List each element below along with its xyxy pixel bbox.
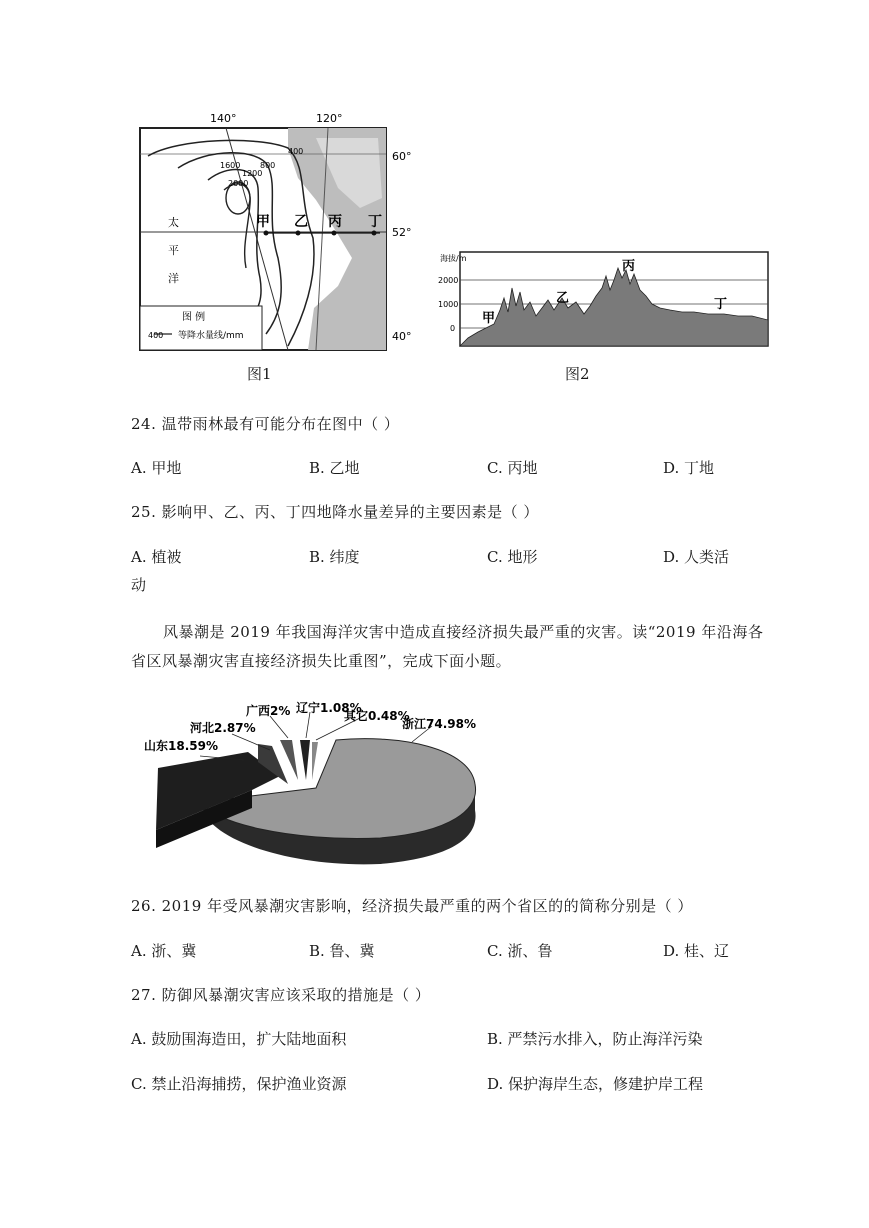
lon-label-120: 120°: [316, 112, 343, 125]
pie-label-other: 其它0.48%: [344, 709, 410, 723]
ocean-label-1: 太: [168, 216, 179, 229]
point-jia: 甲: [256, 214, 270, 230]
question-26-stem: 26. 2019 年受风暴潮灾害影响，经济损失最严重的两个省区的的简称分别是（ ）: [131, 897, 693, 915]
lat-label-52: 52°: [392, 226, 412, 239]
pie-chart: [140, 698, 510, 872]
pie-chart-svg: [140, 698, 510, 872]
pie-label-shandong: 山东18.59%: [144, 739, 218, 753]
contour-label-1200: 1200: [242, 169, 263, 178]
ocean-label-3: 洋: [168, 272, 179, 285]
passage-line-2: 省区风暴潮灾害直接经济损失比重图”，完成下面小题。: [131, 652, 512, 670]
question-27-option-c[interactable]: C. 禁止沿海捕捞，保护渔业资源: [131, 1075, 347, 1093]
question-27-stem: 27. 防御风暴潮灾害应该采取的措施是（ ）: [131, 986, 431, 1004]
profile-tick-2000: 2000: [438, 276, 459, 285]
ocean-label-2: 平: [168, 244, 179, 257]
question-25-option-d[interactable]: D. 人类活: [663, 548, 730, 566]
legend-item-text: 等降水量线/mm: [178, 331, 244, 341]
question-24-option-d[interactable]: D. 丁地: [663, 459, 715, 477]
contour-label-1600: 1600: [220, 161, 241, 170]
map-svg: [138, 108, 412, 354]
pie-label-liaoning: 辽宁1.08%: [296, 701, 362, 715]
profile-tick-1000: 1000: [438, 300, 459, 309]
pie-slice-liaoning: [300, 740, 310, 780]
pie-label-guangxi: 广西2%: [246, 704, 291, 718]
pie-label-hebei: 河北2.87%: [190, 721, 256, 735]
figure-2-profile: [438, 250, 770, 350]
point-yi: 乙: [294, 214, 308, 230]
profile-svg: [438, 250, 770, 350]
point-bing: 丙: [328, 214, 342, 230]
point-ding: 丁: [368, 214, 382, 230]
profile-point-ding: 丁: [714, 297, 728, 312]
question-26-option-b[interactable]: B. 鲁、冀: [309, 942, 375, 960]
legend-title: 图 例: [182, 312, 206, 323]
profile-tick-0: 0: [450, 324, 456, 333]
question-24-option-a[interactable]: A. 甲地: [131, 459, 182, 477]
profile-y-title: 海拔/m: [440, 254, 467, 263]
legend-item-value: 400: [148, 331, 164, 340]
question-24-option-c[interactable]: C. 丙地: [487, 459, 538, 477]
passage-line-1: 风暴潮是 2019 年我国海洋灾害中造成直接经济损失最严重的灾害。读“2019 年沿海各: [163, 623, 764, 641]
contour-label-800: 800: [260, 161, 276, 170]
question-25-option-a[interactable]: A. 植被: [131, 548, 182, 566]
question-27-option-b[interactable]: B. 严禁污水排入，防止海洋污染: [487, 1030, 703, 1048]
pie-label-zhejiang: 浙江74.98%: [402, 717, 476, 731]
lon-label-140: 140°: [210, 112, 237, 125]
question-26-option-c[interactable]: C. 浙、鲁: [487, 942, 553, 960]
question-27-option-a[interactable]: A. 鼓励围海造田，扩大陆地面积: [131, 1030, 347, 1048]
lat-label-60: 60°: [392, 150, 412, 163]
contour-label-400: 400: [288, 147, 304, 156]
contour-label-2000: 2000: [228, 179, 249, 188]
question-25-option-c[interactable]: C. 地形: [487, 548, 538, 566]
question-25-option-d-wrap: 动: [131, 576, 147, 594]
figure-1-map: [138, 108, 412, 354]
profile-point-bing: 丙: [622, 259, 636, 274]
profile-point-jia: 甲: [482, 311, 496, 326]
question-25-option-b[interactable]: B. 纬度: [309, 548, 360, 566]
question-24-stem: 24. 温带雨林最有可能分布在图中（ ）: [131, 415, 400, 433]
question-27-option-d[interactable]: D. 保护海岸生态，修建护岸工程: [487, 1075, 704, 1093]
figure-2-caption: 图2: [565, 365, 590, 383]
question-25-stem: 25. 影响甲、乙、丙、丁四地降水量差异的主要因素是（ ）: [131, 503, 539, 521]
question-24-option-b[interactable]: B. 乙地: [309, 459, 360, 477]
question-26-option-a[interactable]: A. 浙、冀: [131, 942, 197, 960]
pie-slice-other: [312, 742, 318, 780]
question-26-option-d[interactable]: D. 桂、辽: [663, 942, 730, 960]
figure-1-caption: 图1: [247, 365, 272, 383]
lat-label-40: 40°: [392, 330, 412, 343]
profile-point-yi: 乙: [556, 291, 570, 306]
